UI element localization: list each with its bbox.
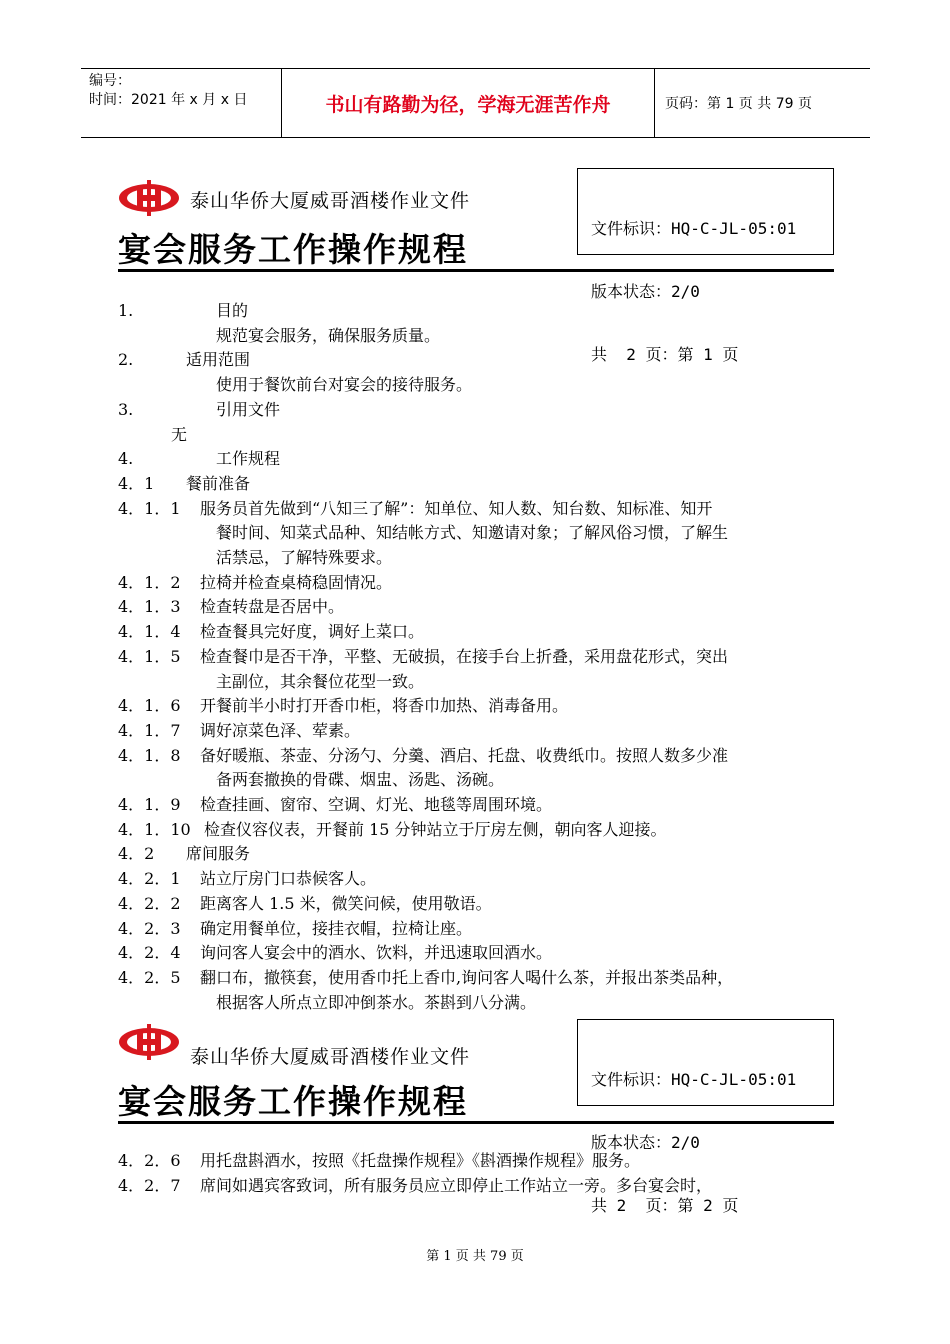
section-number: 4．1: [118, 473, 155, 493]
section-number: 4．1．1: [118, 498, 181, 518]
doc-version: 版本状态：2/0: [591, 1133, 700, 1152]
section-number: 4．1．6: [118, 696, 181, 716]
page-info: 页码：第 1 页 共 79 页: [665, 96, 812, 112]
doc-version: 版本状态：2/0: [591, 282, 700, 301]
section-text: 服务员首先做到“八知三了解”：知单位、知人数、知台数、知标准、知开: [200, 498, 713, 518]
doc-info-box-2: [577, 1019, 834, 1215]
section-number: 4．1．8: [118, 745, 181, 765]
number-label: 编号：: [89, 73, 131, 89]
section-text: 站立厅房门口恭候客人。: [200, 869, 377, 889]
section-number: 4．1．9: [118, 795, 181, 814]
section-text: 检查餐具完好度，调好上菜口。: [200, 622, 425, 642]
section-text: 适用范围: [186, 350, 251, 370]
section-text: 规范宴会服务，确保服务质量。: [216, 325, 441, 345]
section-number: 2.: [118, 350, 134, 370]
section-text: 餐时间、知菜式品种、知结帐方式、知邀请对象；了解风俗习惯，了解生: [216, 523, 729, 543]
section-number: 4．2: [118, 844, 155, 864]
section-text: 备两套撤换的骨碟、烟盅、汤匙、汤碗。: [216, 770, 505, 790]
section-text: 检查转盘是否居中。: [200, 597, 345, 617]
top-header-table: [81, 68, 870, 138]
section-text: 活禁忌，了解特殊要求。: [216, 548, 393, 567]
section-text: 餐前准备: [186, 473, 251, 493]
section-text: 检查仪容仪表，开餐前 15 分钟站立于厅房左侧，朝向客人迎接。: [204, 819, 667, 839]
section-number: 4．1．3: [118, 597, 181, 617]
section-text: 无: [171, 424, 188, 444]
doc-pages: 共 2 页：第 2 页: [591, 1196, 739, 1215]
doc-title: 宴会服务工作操作规程: [118, 1082, 468, 1121]
section-number: 4．2．4: [118, 943, 181, 963]
section-text: 用托盘斟酒水，按照《托盘操作规程》《斟酒操作规程》服务。: [200, 1151, 641, 1170]
section-number: 4．1．7: [118, 720, 181, 740]
company-name: 泰山华侨大厦威哥酒楼作业文件: [190, 190, 471, 212]
doc-pages: 共 2 页：第 1 页: [591, 345, 739, 364]
section-number: 1.: [118, 301, 134, 320]
section-text: 检查餐巾是否干净，平整、无破损，在接手台上折叠，采用盘花形式，突出: [200, 646, 729, 666]
company-logo-icon: [118, 1022, 180, 1062]
section-number: 3.: [118, 399, 134, 419]
section-text: 询问客人宴会中的酒水、饮料，并迅速取回酒水。: [200, 943, 553, 963]
section-text: 调好凉菜色泽、荤素。: [200, 720, 361, 740]
page-footer: 第 1 页 共 79 页: [426, 1249, 524, 1264]
section-text: 翻口布，撤筷套，使用香巾托上香巾,询问客人喝什么茶，并报出茶类品种，: [200, 967, 734, 987]
time-label: 时间：2021 年 x 月 x 日: [89, 92, 248, 108]
company-name: 泰山华侨大厦威哥酒楼作业文件: [190, 1046, 471, 1068]
section-text: 开餐前半小时打开香巾柜，将香巾加热、消毒备用。: [200, 696, 569, 716]
section-number: 4．1．5: [118, 646, 181, 666]
section-number: 4．2．5: [118, 967, 181, 987]
section-number: 4.: [118, 449, 134, 469]
doc-meta-cell: [81, 69, 282, 137]
section-text: 主副位，其余餐位花型一致。: [216, 671, 425, 691]
motto: 书山有路勤为径，学海无涯苦作舟: [282, 69, 655, 137]
section-number: 4．2．6: [118, 1151, 181, 1170]
section-text: 席间如遇宾客致词，所有服务员应立即停止工作站立一旁。多台宴会时，: [200, 1176, 713, 1195]
section-number: 4．1．2: [118, 572, 181, 592]
section-number: 4．1．10: [118, 819, 191, 839]
section-text: 备好暖瓶、茶壶、分汤勺、分羹、酒启、托盘、收费纸巾。按照人数多少准: [200, 745, 729, 765]
section-text: 检查挂画、窗帘、空调、灯光、地毯等周围环境。: [200, 795, 553, 814]
section-number: 4．2．1: [118, 869, 181, 889]
section-text: 根据客人所点立即冲倒茶水。茶斟到八分满。: [216, 992, 537, 1012]
section-number: 4．2．7: [118, 1176, 181, 1195]
section-text: 使用于餐饮前台对宴会的接待服务。: [216, 375, 473, 395]
doc-info-box-1: [577, 168, 834, 364]
section-number: 4．1．4: [118, 622, 181, 642]
section-number: 4．2．2: [118, 893, 181, 913]
section-text: 距离客人 1.5 米，微笑问候，使用敬语。: [200, 893, 492, 913]
section-text: 目的: [216, 301, 249, 320]
doc-title: 宴会服务工作操作规程: [118, 230, 468, 269]
doc-id: 文件标识：HQ-C-JL-05:01: [591, 219, 797, 238]
section-text: 席间服务: [186, 844, 251, 864]
section-text: 拉椅并检查桌椅稳固情况。: [200, 572, 393, 592]
doc-id: 文件标识：HQ-C-JL-05:01: [591, 1070, 797, 1089]
company-logo-icon: [118, 178, 180, 218]
section-number: 4．2．3: [118, 918, 181, 938]
section-text: 引用文件: [216, 399, 281, 419]
section-text: 工作规程: [216, 449, 281, 469]
section-text: 确定用餐单位，接挂衣帽，拉椅让座。: [200, 918, 473, 938]
